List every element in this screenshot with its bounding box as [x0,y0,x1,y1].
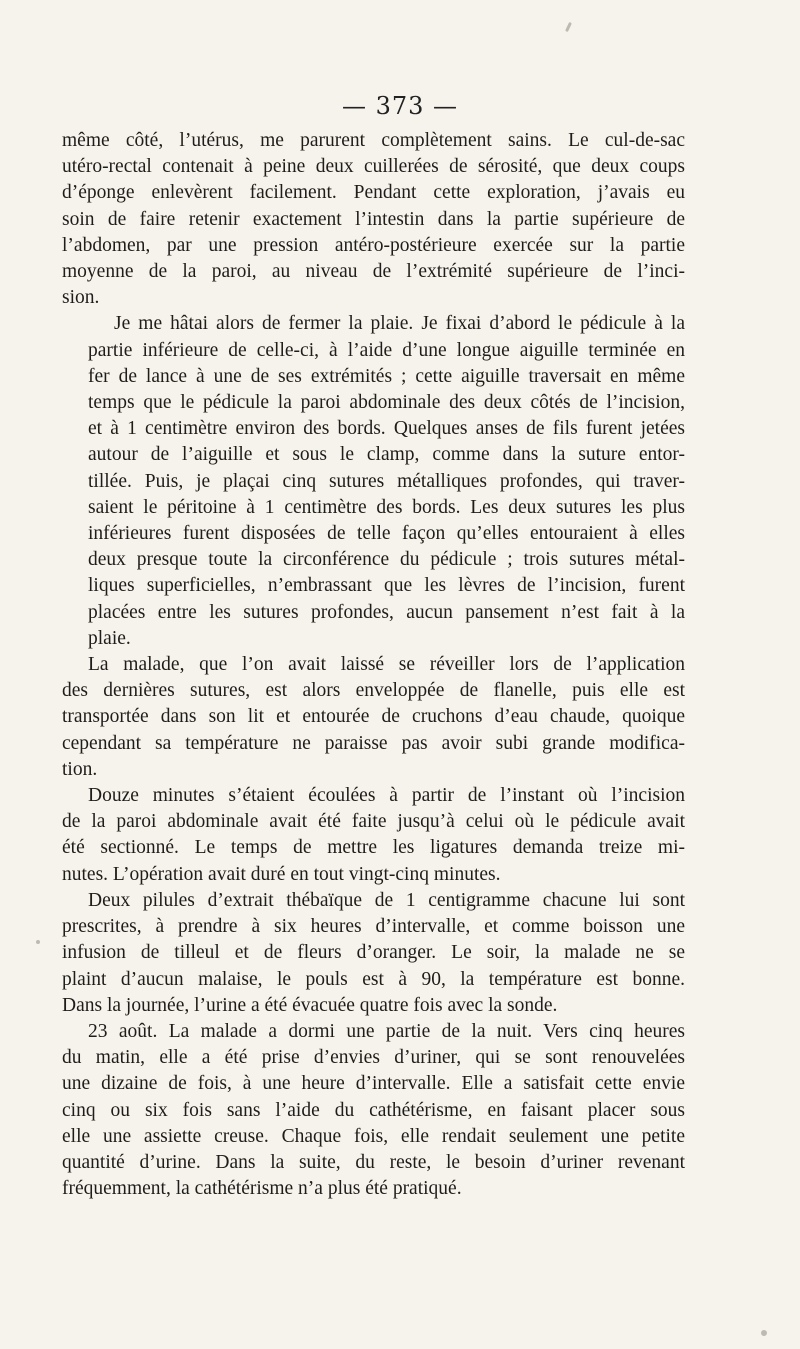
paragraph [62,888,685,1019]
paragraph [62,1019,685,1202]
text-line: nutes. L’opération avait duré en tout vingt-cinq minutes. [62,863,501,885]
text-line: Deux pilules d’extrait thébaïque de 1 centigramme chacune lui sont [88,889,685,911]
text-line: et à 1 centimètre environ des bords. Quelques anses de fils furent jetées [88,418,685,440]
text-line: temps que le pédicule la paroi abdominale des deux côtés de l’incision, [88,392,685,414]
paragraph [62,311,685,652]
text-line: une dizaine de fois, à une heure d’intervalle. Elle a satisfait cette envie [62,1073,685,1095]
text-line: utéro-rectal contenait à peine deux cuillerées de sérosité, que deux coups [62,156,685,178]
text-line: l’abdomen, par une pression antéro-postérieure exercée sur la partie [62,234,685,256]
text-line: La malade, que l’on avait laissé se réveiller lors de l’application [88,654,685,676]
text-line: Douze minutes s’étaient écoulées à partir de l’instant où l’incision [88,785,685,807]
text-line: deux presque toute la circonférence du pédicule ; trois sutures métal- [88,549,685,571]
text-line: fer de lance à une de ses extrémités ; cette aiguille traversait en même [88,365,685,387]
text-line: saient le péritoine à 1 centimètre des bords. Les deux sutures les plus [88,496,685,518]
text-line: partie inférieure de celle-ci, à l’aide d’une longue aiguille terminée en [88,339,685,361]
text-line: tillée. Puis, je plaçai cinq sutures métalliques profondes, qui traver- [88,470,685,492]
text-line: du matin, elle a été prise d’envies d’uriner, qui se sont renouvelées [62,1047,685,1069]
text-line: quantité d’urine. Dans la suite, du reste, le besoin d’uriner revenant [62,1151,685,1173]
text-line: prescrites, à prendre à six heures d’intervalle, et comme boisson une [62,916,685,938]
text-line: 23 août. La malade a dormi une partie de la nuit. Vers cinq heures [88,1020,685,1042]
paragraph [62,128,685,311]
text-line: infusion de tilleul et de fleurs d’oranger. Le soir, la malade ne se [62,942,685,964]
text-line: plaint d’aucun malaise, le pouls est à 90, la température est bonne. [62,968,685,990]
text-line: elle une assiette creuse. Chaque fois, elle rendait seulement une petite [62,1125,685,1147]
paper-mark [565,22,572,32]
text-line: des dernières sutures, est alors enveloppée de flanelle, puis elle est [62,680,685,702]
text-line: placées entre les sutures profondes, aucun pansement n’est fait à la [88,601,685,623]
text-line: d’éponge enlevèrent facilement. Pendant cette exploration, j’avais eu [62,182,685,204]
text-line: inférieures furent disposées de telle façon qu’elles entouraient à elles [88,523,685,545]
text-line: cependant sa température ne paraisse pas avoir subi grande modifica- [62,732,685,754]
text-line: cinq ou six fois sans l’aide du cathétérisme, en faisant placer sous [62,1099,685,1121]
text-line: fréquemment, la cathétérisme n’a plus été pratiqué. [62,1178,462,1200]
text-line: soin de faire retenir exactement l’intestin dans la partie supérieure de [62,208,685,230]
paragraph [62,783,685,888]
text-line: même côté, l’utérus, me parurent complètement sains. Le cul-de-sac [62,130,685,151]
text-line: Dans la journée, l’urine a été évacuée quatre fois avec la sonde. [62,994,558,1016]
body-text [62,128,685,1202]
paper-speck [761,1330,767,1336]
paper-speck [36,940,40,944]
text-line: liques superficielles, n’embrassant que les lèvres de l’incision, furent [88,575,685,597]
text-line: moyenne de la paroi, au niveau de l’extrémité supérieure de l’inci- [62,261,685,283]
text-line: sion. [62,287,100,309]
text-line: plaie. [88,627,131,649]
page-number: — 373 — [341,92,459,120]
text-line: transportée dans son lit et entourée de cruchons d’eau chaude, quoique [62,706,685,728]
text-line: été sectionné. Le temps de mettre les ligatures demanda treize mi- [62,837,685,859]
text-line: autour de l’aiguille et sous le clamp, comme dans la suture entor- [88,444,685,466]
text-line: Je me hâtai alors de fermer la plaie. Je fixai d’abord le pédicule à la [114,313,685,335]
paragraph [62,652,685,783]
text-line: de la paroi abdominale avait été faite jusqu’à celui où le pédicule avait [62,811,685,833]
text-line: tion. [62,758,98,780]
